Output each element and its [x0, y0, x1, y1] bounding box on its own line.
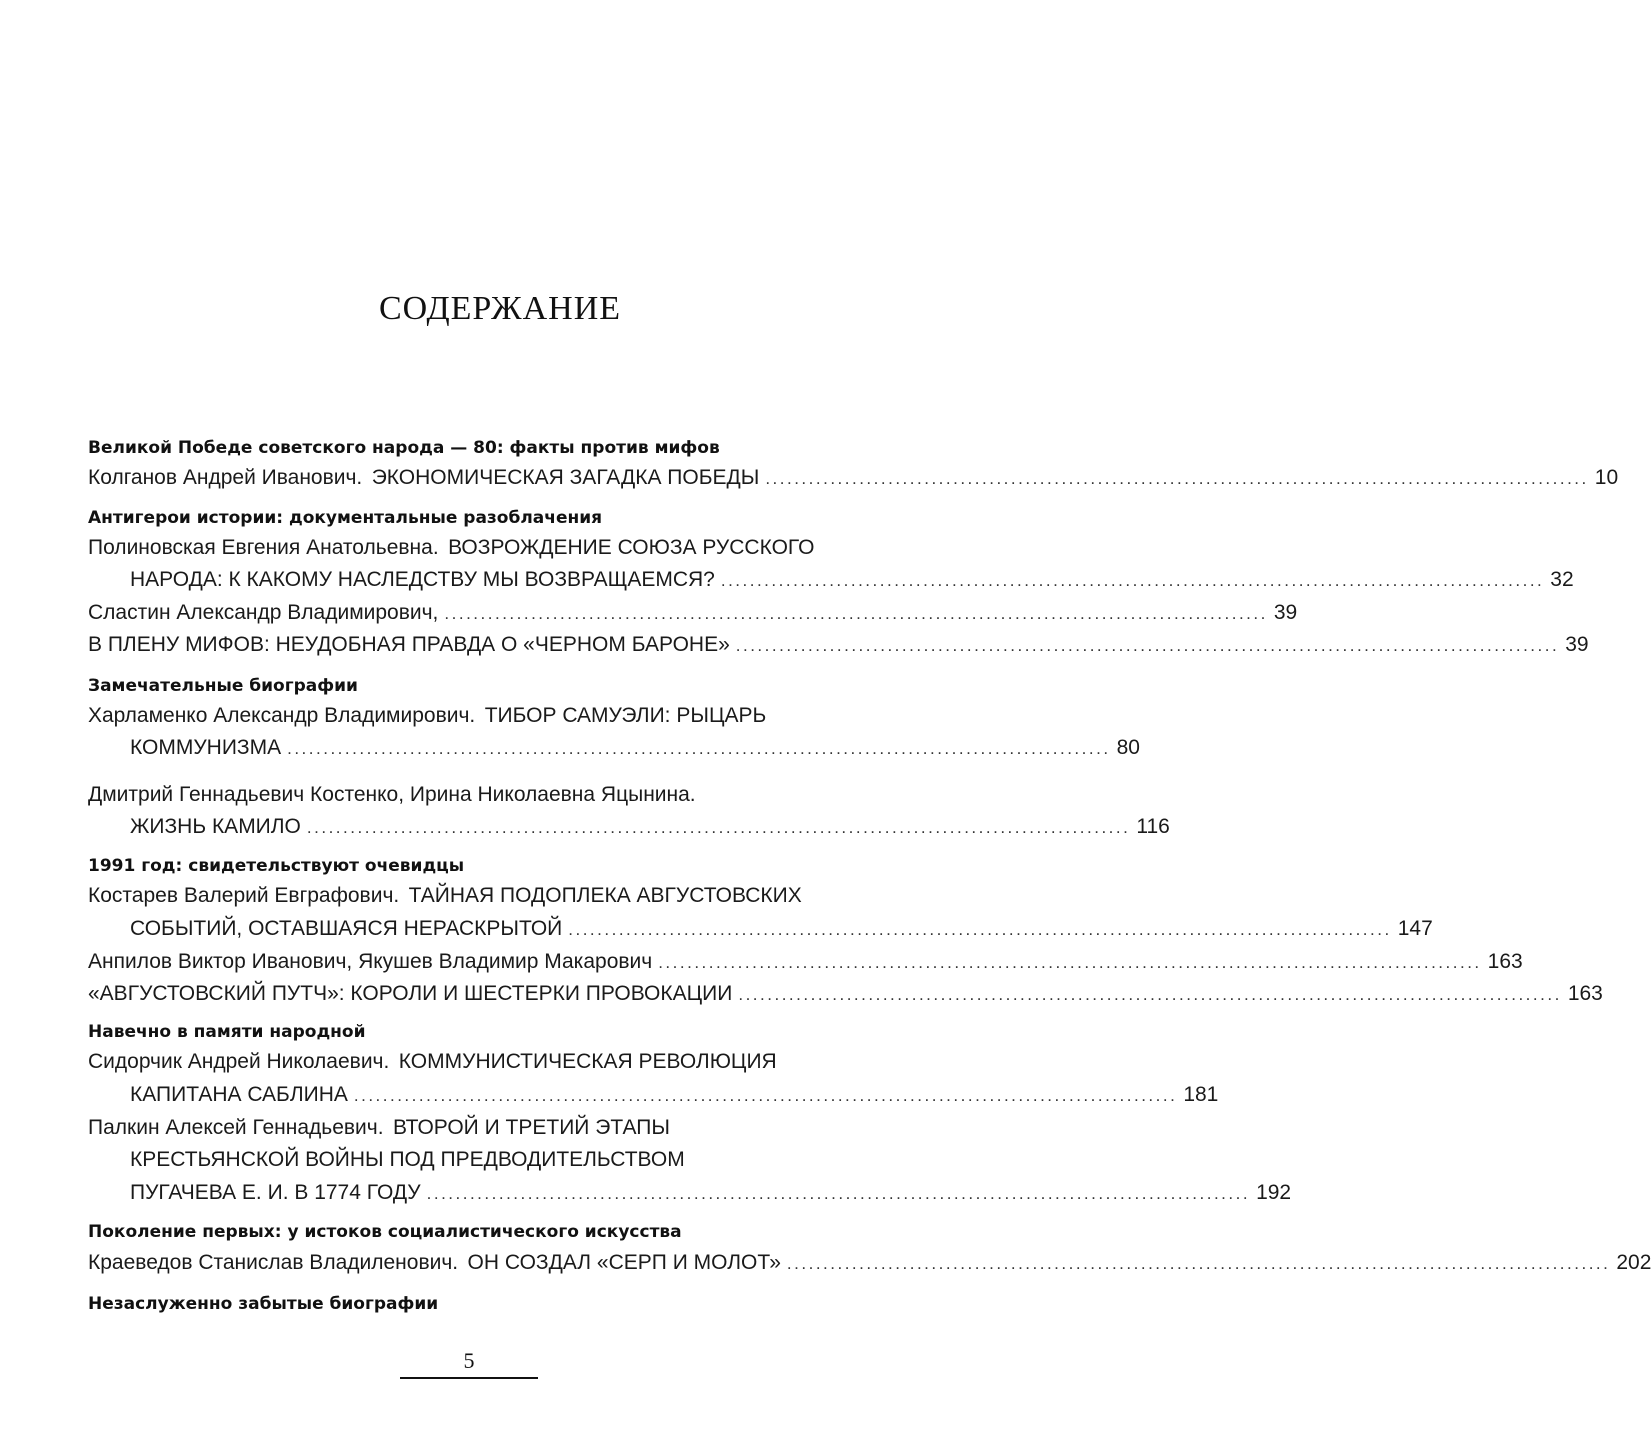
section-heading: Замечательные биографии: [88, 676, 358, 696]
toc-entry-continuation[interactable]: [130, 1148, 848, 1180]
entry-author: Колганов Андрей Иванович.: [88, 466, 363, 489]
entry-title: ЭКОНОМИЧЕСКАЯ ЗАГАДКА ПОБЕДЫ: [371, 466, 760, 489]
dot-leader: ..................................................................................................................: [568, 920, 1392, 939]
entry-author: Костарев Валерий Евграфович.: [88, 884, 400, 907]
dot-leader: ..................................................................................................................: [306, 818, 1131, 837]
entry-author: Сидорчик Андрей Николаевич.: [88, 1050, 390, 1073]
toc-entry-continuation[interactable]: [130, 917, 1433, 949]
toc-entry[interactable]: [88, 884, 848, 916]
toc-entry-continuation[interactable]: [130, 1181, 1292, 1213]
entry-page: 147: [1397, 917, 1433, 940]
entry-page: 39: [1565, 633, 1589, 656]
entry-page: 39: [1273, 601, 1298, 624]
entry-author: Харламенко Александр Владимирович.: [88, 704, 476, 727]
entry-page: 192: [1256, 1181, 1292, 1204]
toc-entry[interactable]: [88, 536, 848, 568]
dot-leader: ..................................................................................................................: [353, 1086, 1178, 1105]
dot-leader: ..................................................................................................................: [720, 571, 1545, 590]
section-heading: Антигерои истории: документальные разоблачения: [88, 508, 603, 528]
dot-leader: ..................................................................................................................: [786, 1254, 1611, 1273]
dot-leader: ..................................................................................................................: [765, 469, 1589, 488]
dot-leader: ..................................................................................................................: [287, 739, 1111, 758]
toc-entry[interactable]: [88, 1050, 848, 1082]
entry-title: КОММУНИСТИЧЕСКАЯ РЕВОЛЮЦИЯ: [398, 1050, 777, 1073]
section-heading: Поколение первых: у истоков социалистического искусства: [88, 1222, 682, 1242]
entry-title-cont: СОБЫТИЙ, ОСТАВШАЯСЯ НЕРАСКРЫТОЙ: [130, 917, 563, 940]
entry-page: 10: [1594, 466, 1619, 489]
page-number: 5: [463, 1348, 475, 1373]
entry-page: 32: [1550, 568, 1574, 591]
entry-author: Краеведов Станислав Владиленович.: [88, 1251, 459, 1274]
dot-leader: ..................................................................................................................: [426, 1184, 1251, 1203]
entry-title: «АВГУСТОВСКИЙ ПУТЧ»: КОРОЛИ И ШЕСТЕРКИ ПРОВОКАЦИИ: [88, 982, 733, 1005]
entry-title: Анпилов Виктор Иванович, Якушев Владимир Макарович: [88, 950, 653, 973]
entry-page: 163: [1567, 982, 1603, 1005]
entry-author: Палкин Алексей Геннадьевич.: [88, 1116, 384, 1139]
entry-title-cont: ЖИЗНЬ КАМИЛО: [130, 815, 301, 838]
entry-title-cont: КРЕСТЬЯНСКОЙ ВОЙНЫ ПОД ПРЕДВОДИТЕЛЬСТВОМ: [130, 1148, 685, 1171]
entry-title-cont: ПУГАЧЕВА Е. И. В 1774 ГОДУ: [130, 1181, 421, 1204]
entry-title: Сластин Александр Владимирович,: [88, 601, 439, 624]
entry-title: ТИБОР САМУЭЛИ: РЫЦАРЬ: [484, 704, 767, 727]
toc-entry[interactable]: [88, 1251, 1651, 1283]
section-heading: Незаслуженно забытые биографии: [88, 1294, 439, 1314]
entry-title: В ПЛЕНУ МИФОВ: НЕУДОБНАЯ ПРАВДА О «ЧЕРНОМ БАРОНЕ»: [88, 633, 730, 656]
page-number-rule: [400, 1377, 538, 1379]
entry-page: 80: [1116, 736, 1140, 759]
entry-title: ОН СОЗДАЛ «СЕРП И МОЛОТ»: [467, 1251, 781, 1274]
entry-author: Полиновская Евгения Анатольевна.: [88, 536, 439, 559]
toc-entry-continuation[interactable]: [130, 1083, 1219, 1115]
entry-title-cont: КОММУНИЗМА: [130, 736, 282, 759]
toc-entry-continuation[interactable]: [130, 568, 1574, 600]
section-heading: Великой Победе советского народа — 80: факты против мифов: [88, 438, 720, 458]
entry-title: ВОЗРОЖДЕНИЕ СОЮЗА РУССКОГО: [448, 536, 815, 559]
toc-entry[interactable]: [88, 982, 1603, 1014]
entry-title: ТАЙНАЯ ПОДОПЛЕКА АВГУСТОВСКИХ: [408, 884, 802, 907]
dot-leader: ..................................................................................................................: [738, 985, 1562, 1004]
section-heading: 1991 год: свидетельствуют очевидцы: [88, 856, 465, 876]
toc-entry[interactable]: [88, 1116, 848, 1148]
dot-leader: ..................................................................................................................: [658, 953, 1482, 972]
toc-entry[interactable]: [88, 601, 1298, 633]
toc-entry-continuation[interactable]: [130, 736, 1140, 768]
entry-page: 163: [1487, 950, 1523, 973]
dot-leader: ..................................................................................................................: [444, 604, 1268, 623]
entry-title-cont: НАРОДА: К КАКОМУ НАСЛЕДСТВУ МЫ ВОЗВРАЩАЕМСЯ?: [130, 568, 715, 591]
toc-entry[interactable]: [88, 633, 1589, 665]
entry-title: Дмитрий Геннадьевич Костенко, Ирина Николаевна Яцынина.: [88, 783, 696, 806]
page-title: СОДЕРЖАНИЕ: [378, 290, 622, 327]
entry-title: ВТОРОЙ И ТРЕТИЙ ЭТАПЫ: [392, 1116, 670, 1139]
toc-entry-continuation[interactable]: [130, 815, 1170, 847]
toc-entry[interactable]: [88, 783, 848, 815]
toc-entry[interactable]: [88, 466, 1619, 498]
entry-page: 116: [1136, 815, 1170, 838]
entry-title-cont: КАПИТАНА САБЛИНА: [130, 1083, 348, 1106]
toc-entry[interactable]: [88, 704, 848, 736]
entry-page: 181: [1183, 1083, 1219, 1106]
section-heading: Навечно в памяти народной: [88, 1022, 366, 1042]
entry-page: 202: [1616, 1251, 1651, 1274]
dot-leader: ..................................................................................................................: [735, 636, 1560, 655]
toc-entry[interactable]: [88, 950, 1523, 982]
